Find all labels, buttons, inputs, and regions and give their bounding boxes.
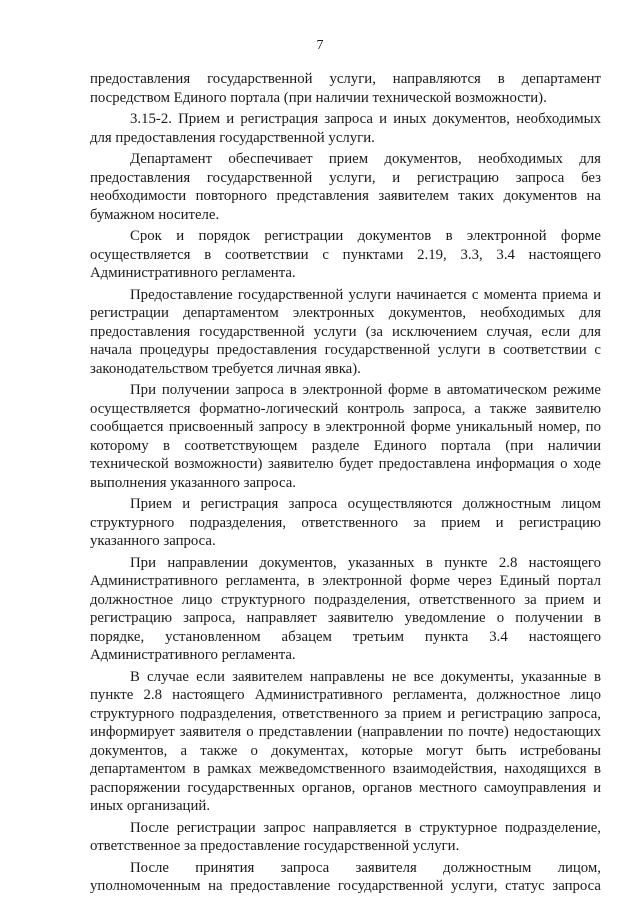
text-line: После принятия запроса заявителя должностным лицом, (130, 859, 601, 876)
paragraph (90, 554, 601, 665)
text-line: Прием и регистрация запроса осуществляются должностным лицом (130, 496, 601, 512)
text-line: ответственное за предоставление государственной услуги. (90, 838, 460, 854)
document-body (90, 70, 601, 899)
text-line: должностное лицо структурного подразделения, ответственного за прием и (90, 591, 601, 608)
text-line: осуществляется форматно-логический контроль запроса, а также заявителю (90, 400, 601, 417)
text-line: предоставления государственной услуги (за исключением случая, если для (90, 323, 601, 340)
text-line: бумажном носителе. (90, 206, 220, 223)
paragraph (90, 150, 601, 224)
text-line: посредством Единого портала (при наличии технической возможности). (90, 89, 547, 106)
text-line: порядке, установленном абзацем третьим пункта 3.4 настоящего (90, 628, 601, 645)
text-line: В случае если заявителем направлены не все документы, указанные в (130, 668, 601, 685)
paragraph (90, 495, 601, 551)
text-line: Департамент обеспечивает прием документов, необходимых для (130, 151, 601, 167)
paragraph (90, 381, 601, 492)
text-line: 3.15-2. Прием и регистрация запроса и иных документов, необходимых (130, 111, 601, 127)
paragraph (90, 859, 601, 896)
text-line: документов, а также о документах, которые могут быть истребованы (90, 742, 601, 759)
text-line: законодательством требуется личная явка). (90, 360, 361, 377)
text-line: распоряжении государственных органов, органов местного самоуправления и (90, 779, 601, 796)
text-line: При направлении документов, указанных в пункте 2.8 настоящего (130, 554, 601, 571)
text-line: информирует заявителя о представлении (направлении по почте) недостающих (90, 724, 601, 740)
text-line: Предоставление государственной услуги начинается с момента приема и (130, 286, 601, 303)
text-line: регистрации департаментом электронных документов, необходимых для (90, 305, 601, 321)
text-line: структурного подразделения, ответственного за прием и регистрацию запроса, (90, 705, 601, 722)
text-line: уполномоченным на предоставление государственной услуги, статус запроса (90, 878, 601, 894)
text-line: для предоставления государственной услуги. (90, 129, 375, 146)
page-number: 7 (316, 38, 324, 53)
text-line: указанного запроса. (90, 533, 216, 549)
text-line: Административного регламента. (90, 647, 296, 663)
paragraph (90, 819, 601, 856)
text-line: Административного регламента. (90, 265, 296, 281)
text-line: предоставления государственной услуги, направляются в департамент (90, 71, 601, 87)
paragraph (90, 227, 601, 283)
text-line: пункте 2.8 настоящего Административного регламента, должностное лицо (90, 687, 601, 703)
text-line: выполнения указанного запроса. (90, 474, 296, 491)
text-line: регистрацию запроса, направляет заявителю уведомление о получении в (90, 610, 601, 626)
paragraph (90, 286, 601, 379)
text-line: необходимости повторного представления заявителем таких документов на (90, 188, 601, 204)
text-line: После регистрации запрос направляется в структурное подразделение, (130, 819, 601, 836)
paragraph (90, 110, 601, 147)
paragraph (90, 70, 601, 107)
text-line: которому в соответствующем разделе Единого портала (при наличии (90, 437, 601, 454)
paragraph (90, 668, 601, 816)
text-line: департаментом в рамках межведомственного взаимодействия, находящихся в (90, 761, 601, 777)
text-line: сообщается присвоенный запросу в электронной форме уникальный номер, по (90, 419, 601, 435)
text-line: структурного подразделения, ответственного за прием и регистрацию (90, 514, 601, 531)
text-line: Срок и порядок регистрации документов в электронной форме (130, 228, 601, 244)
text-line: предоставления государственной услуги, и регистрацию запроса без (90, 169, 601, 186)
text-line: При получении запроса в электронной форме в автоматическом режиме (130, 382, 601, 398)
text-line: иных организаций. (90, 798, 211, 814)
text-line: осуществляется в соответствии с пунктами 2.19, 3.3, 3.4 настоящего (90, 246, 601, 263)
text-line: технической возможности) заявителю будет предоставлена информация о ходе (90, 456, 601, 472)
text-line: начала процедуры предоставления государственной услуги в соответствии с (90, 342, 601, 358)
text-line: Административного регламента, в электронной форме через Единый портал (90, 573, 601, 589)
